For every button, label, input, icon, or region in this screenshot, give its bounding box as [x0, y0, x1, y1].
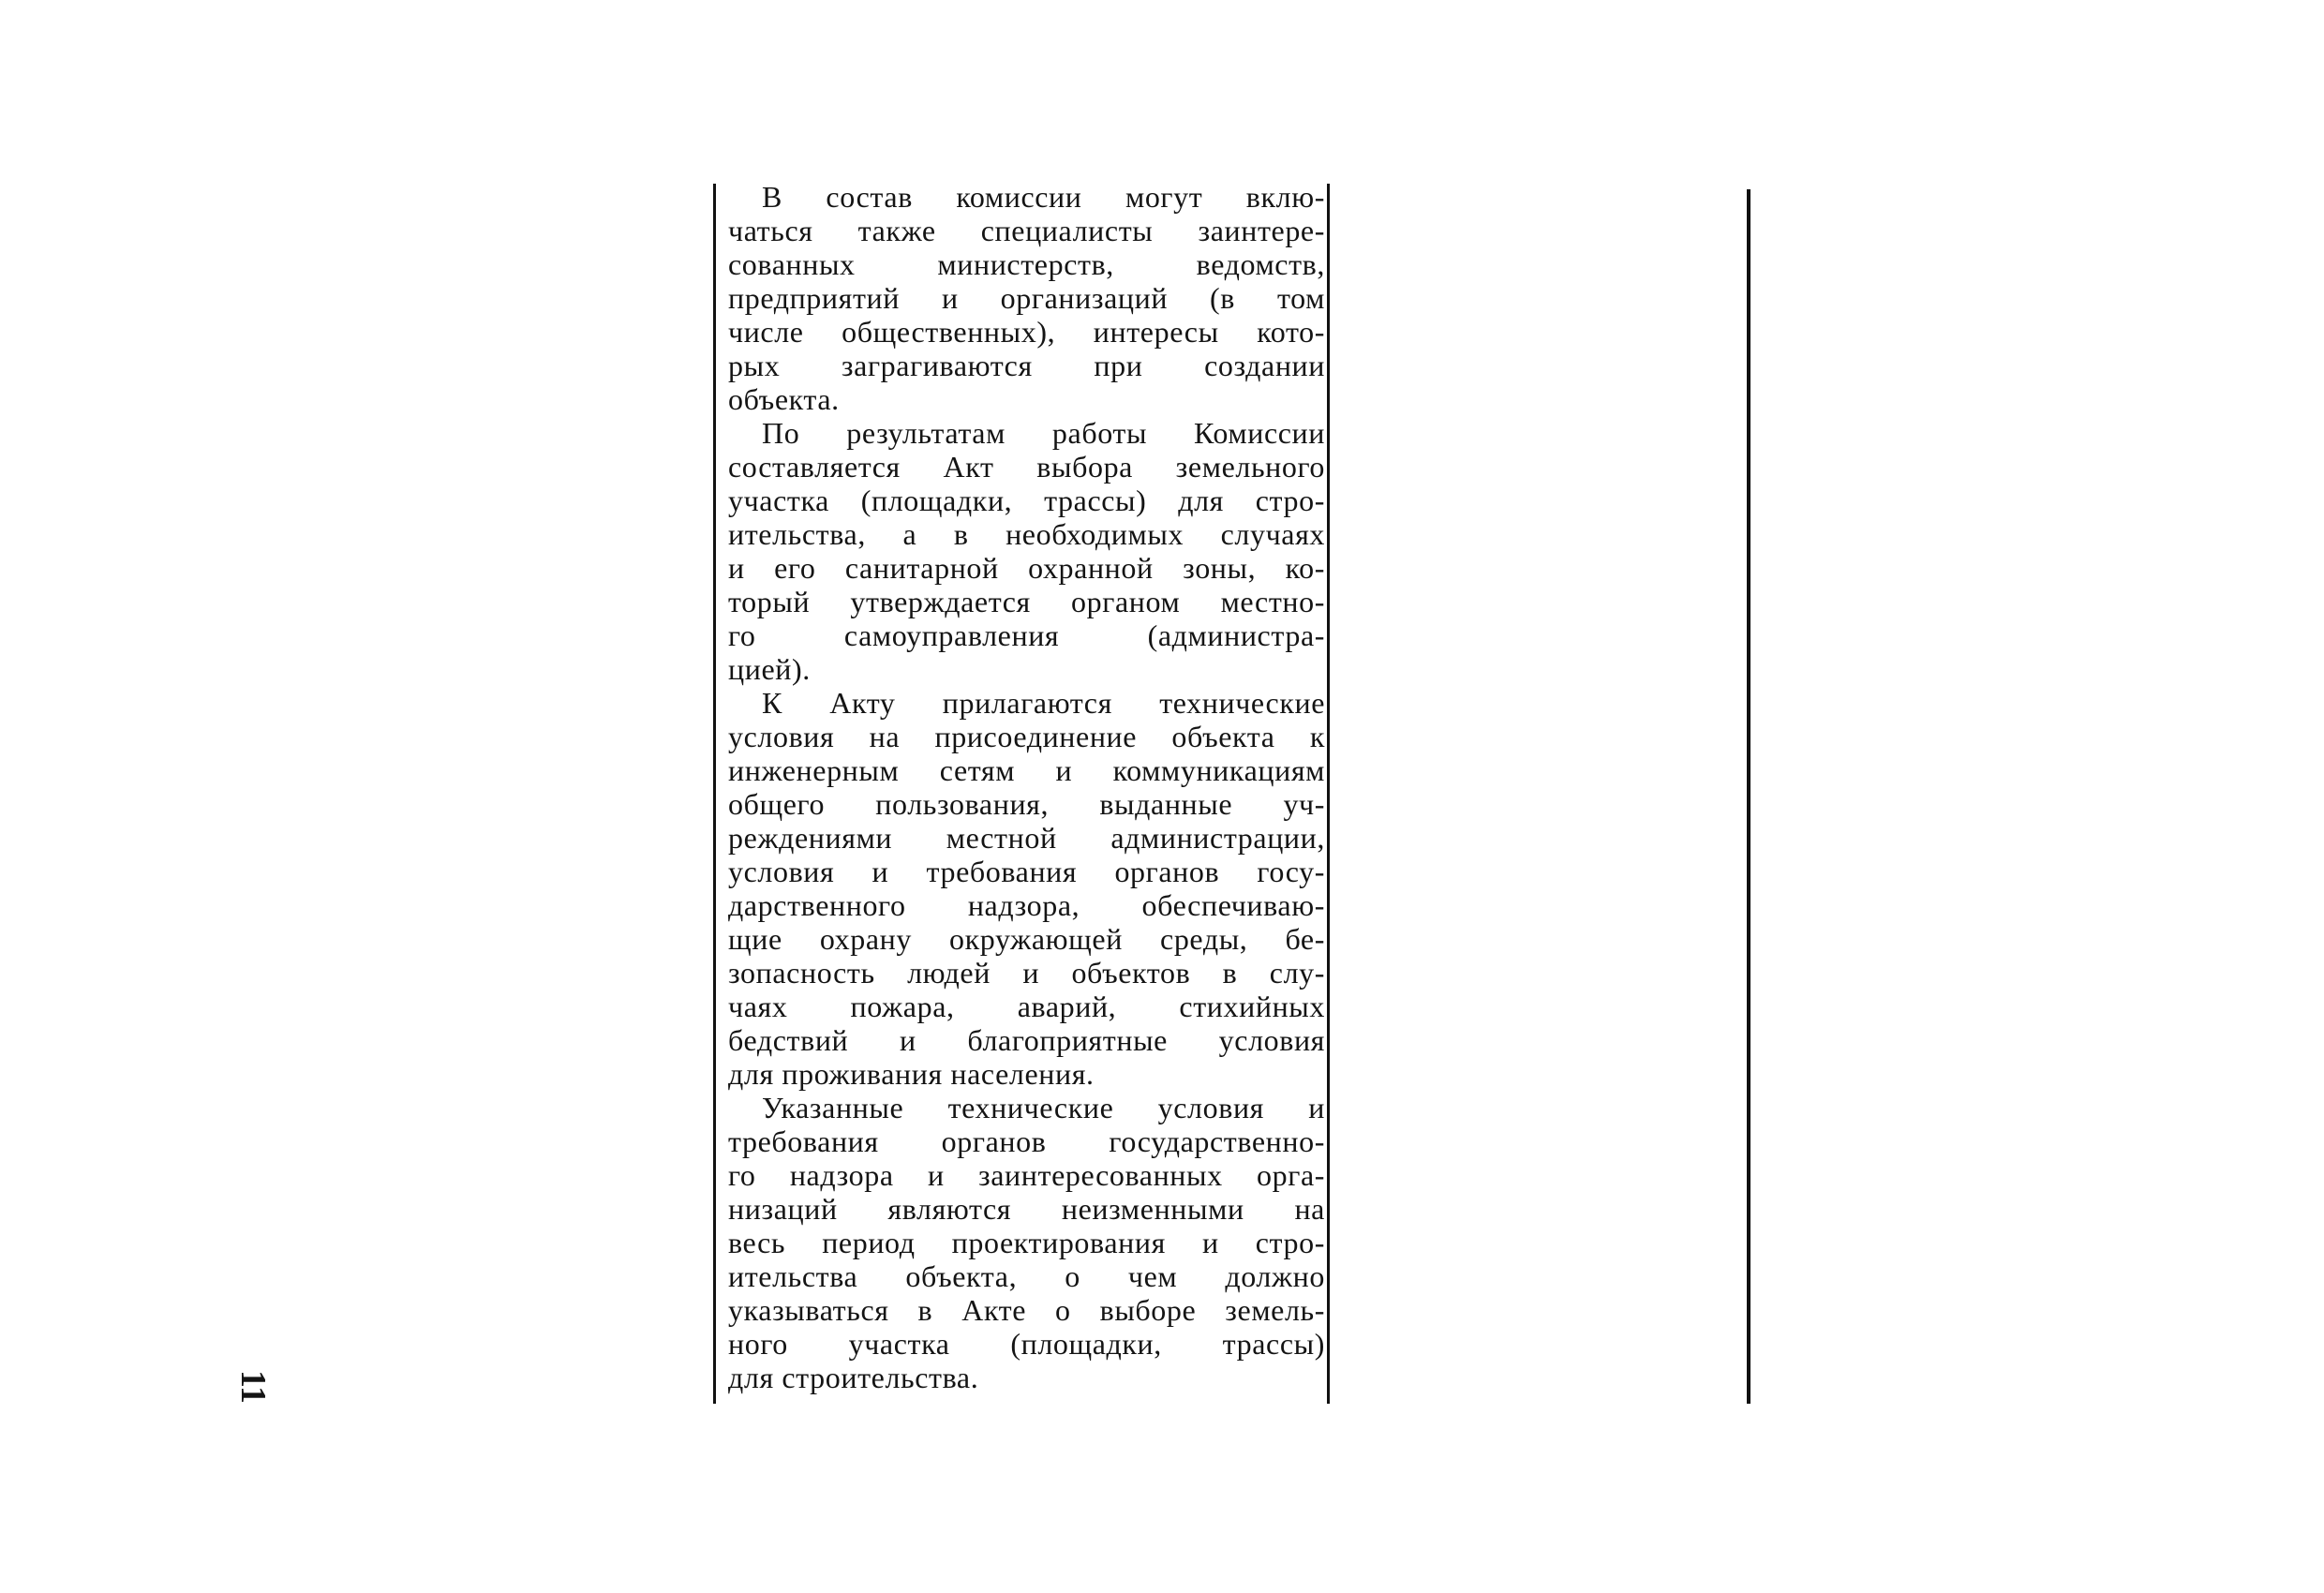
text-column [728, 180, 1325, 1394]
text-line: рых заграгиваются при создании [728, 349, 1325, 382]
text-line: щие охрану окружающей среды, бе- [728, 922, 1325, 956]
text-line: сованных министерств, ведомств, [728, 247, 1325, 281]
text-line: ного участка (площадки, трассы) [728, 1327, 1325, 1361]
text-line: В состав комиссии могут вклю- [762, 180, 1325, 214]
text-line: ительства, а в необходимых случаях [728, 517, 1325, 551]
text-line: По результатам работы Комиссии [762, 416, 1325, 450]
page-number: 11 [232, 1370, 273, 1404]
text-line: указываться в Акте о выборе земель- [728, 1293, 1325, 1327]
paragraph-act-of-selection [728, 416, 1325, 686]
text-line: Указанные технические условия и [762, 1091, 1325, 1124]
text-line: для строительства. [728, 1361, 979, 1394]
text-line: го самоуправления (администра- [728, 618, 1325, 652]
text-line: условия на присоединение объекта к [728, 720, 1325, 753]
text-line: условия и требования органов госу- [728, 855, 1325, 888]
paragraph-technical-conditions [728, 686, 1325, 1091]
text-line: низаций являются неизменными на [728, 1192, 1325, 1226]
text-line: числе общественных), интересы кото- [728, 315, 1325, 349]
text-line: составляется Акт выбора земельного [728, 450, 1325, 484]
text-line: торый утверждается органом местно- [728, 585, 1325, 618]
text-line: го надзора и заинтересованных орга- [728, 1158, 1325, 1192]
text-line: чаях пожара, аварий, стихийных [728, 990, 1325, 1023]
text-line: и его санитарной охранной зоны, ко- [728, 551, 1325, 585]
paragraph-commission-members [728, 180, 1325, 416]
text-line: предприятий и организаций (в том [728, 281, 1325, 315]
text-line: бедствий и благоприятные условия [728, 1023, 1325, 1057]
text-line: реждениями местной администрации, [728, 821, 1325, 855]
text-line: зопасность людей и объектов в слу- [728, 956, 1325, 990]
left-column-rule [713, 184, 716, 1404]
paragraph-requirements-unchanged [728, 1091, 1325, 1394]
text-line: чаться также специалисты заинтере- [728, 214, 1325, 247]
text-line: ительства объекта, о чем должно [728, 1259, 1325, 1293]
text-line: участка (площадки, трассы) для стро- [728, 484, 1325, 517]
text-line: весь период проектирования и стро- [728, 1226, 1325, 1259]
text-line: требования органов государственно- [728, 1124, 1325, 1158]
text-line: инженерным сетям и коммуникациям [728, 753, 1325, 787]
text-line: общего пользования, выданные уч- [728, 787, 1325, 821]
text-line: цией). [728, 652, 811, 686]
text-line: объекта. [728, 382, 840, 416]
text-line: К Акту прилагаются технические [762, 686, 1325, 720]
middle-column-rule [1327, 184, 1330, 1404]
text-line: для проживания населения. [728, 1057, 1095, 1091]
right-column-rule [1747, 189, 1750, 1404]
text-line: дарственного надзора, обеспечиваю- [728, 888, 1325, 922]
